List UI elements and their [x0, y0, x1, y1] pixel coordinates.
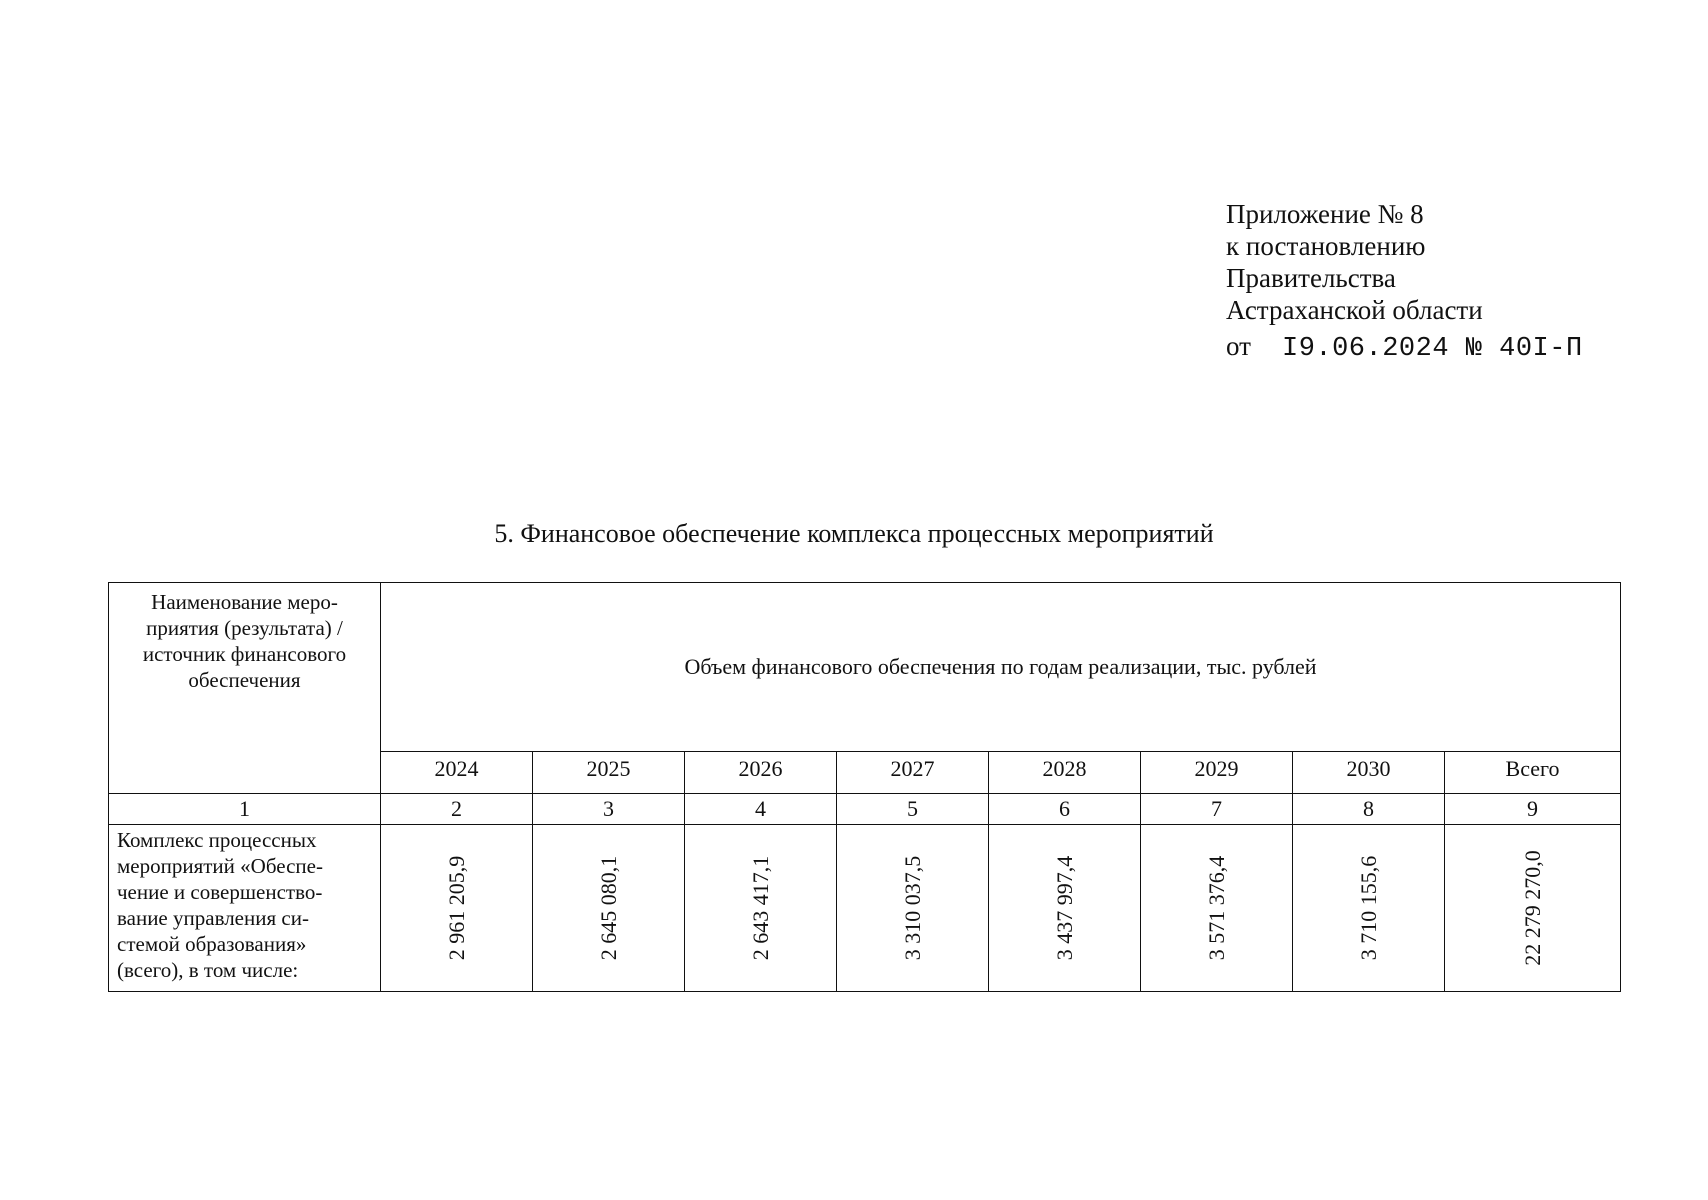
value-cell — [837, 825, 989, 992]
appendix-line: Приложение № 8 — [1226, 199, 1424, 229]
column-number: 9 — [1445, 794, 1621, 825]
year-header: 2029 — [1141, 752, 1293, 794]
column-number: 5 — [837, 794, 989, 825]
appendix-line: Астраханской области — [1226, 295, 1483, 325]
value-2024: 2 961 205,9 — [443, 855, 469, 961]
row-name-line: вание управления си- — [117, 906, 309, 930]
header-line: Наименование меро- — [151, 590, 338, 614]
value-cell — [1445, 825, 1621, 992]
column-number: 4 — [685, 794, 837, 825]
table-row — [109, 825, 1621, 992]
year-header: 2026 — [685, 752, 837, 794]
column-number: 7 — [1141, 794, 1293, 825]
year-header: 2027 — [837, 752, 989, 794]
volume-header: Объем финансового обеспечения по годам реализации, тыс. рублей — [381, 583, 1621, 752]
financing-table-wrap — [108, 582, 1621, 992]
value-2028: 3 437 997,4 — [1051, 855, 1077, 961]
column-numbers-row — [109, 794, 1621, 825]
row-name-line: (всего), в том числе: — [117, 958, 299, 982]
row-name-line: чение и совершенство- — [117, 880, 323, 904]
appendix-line: Правительства — [1226, 263, 1396, 293]
value-2025: 2 645 080,1 — [595, 855, 621, 961]
column-number: 2 — [381, 794, 533, 825]
value-cell — [685, 825, 837, 992]
row-name-line: мероприятий «Обеспе- — [117, 854, 323, 878]
value-cell — [381, 825, 533, 992]
resolution-date-line — [1226, 330, 1583, 365]
value-2030: 3 710 155,6 — [1355, 855, 1381, 961]
header-line: приятия (результата) / — [146, 616, 343, 640]
column-number: 6 — [989, 794, 1141, 825]
appendix-line: к постановлению — [1226, 231, 1426, 261]
appendix-block — [1226, 198, 1583, 365]
column-number: 8 — [1293, 794, 1445, 825]
header-line: обеспечения — [188, 668, 301, 692]
year-header: 2028 — [989, 752, 1141, 794]
value-2029: 3 571 376,4 — [1203, 855, 1229, 961]
header-line: источник финансового — [142, 642, 347, 666]
section-title: 5. Финансовое обеспечение комплекса процессных мероприятий — [494, 519, 1214, 548]
name-column-header — [109, 583, 381, 794]
row-name-line: Комплекс процессных — [117, 828, 317, 852]
year-header: 2025 — [533, 752, 685, 794]
column-number: 1 — [109, 794, 381, 825]
from-label: от — [1226, 331, 1251, 361]
value-cell — [533, 825, 685, 992]
value-total: 22 279 270,0 — [1519, 850, 1545, 966]
total-header: Всего — [1445, 752, 1621, 794]
row-name-cell — [109, 825, 381, 992]
value-2027: 3 310 037,5 — [899, 855, 925, 961]
value-cell — [1293, 825, 1445, 992]
value-2026: 2 643 417,1 — [747, 855, 773, 961]
column-number: 3 — [533, 794, 685, 825]
financing-table — [108, 582, 1621, 992]
resolution-date-number: I9.06.2024 № 40I-П — [1282, 334, 1583, 364]
value-cell — [989, 825, 1141, 992]
year-header: 2024 — [381, 752, 533, 794]
year-header: 2030 — [1293, 752, 1445, 794]
value-cell — [1141, 825, 1293, 992]
row-name-line: стемой образования» — [117, 932, 307, 956]
